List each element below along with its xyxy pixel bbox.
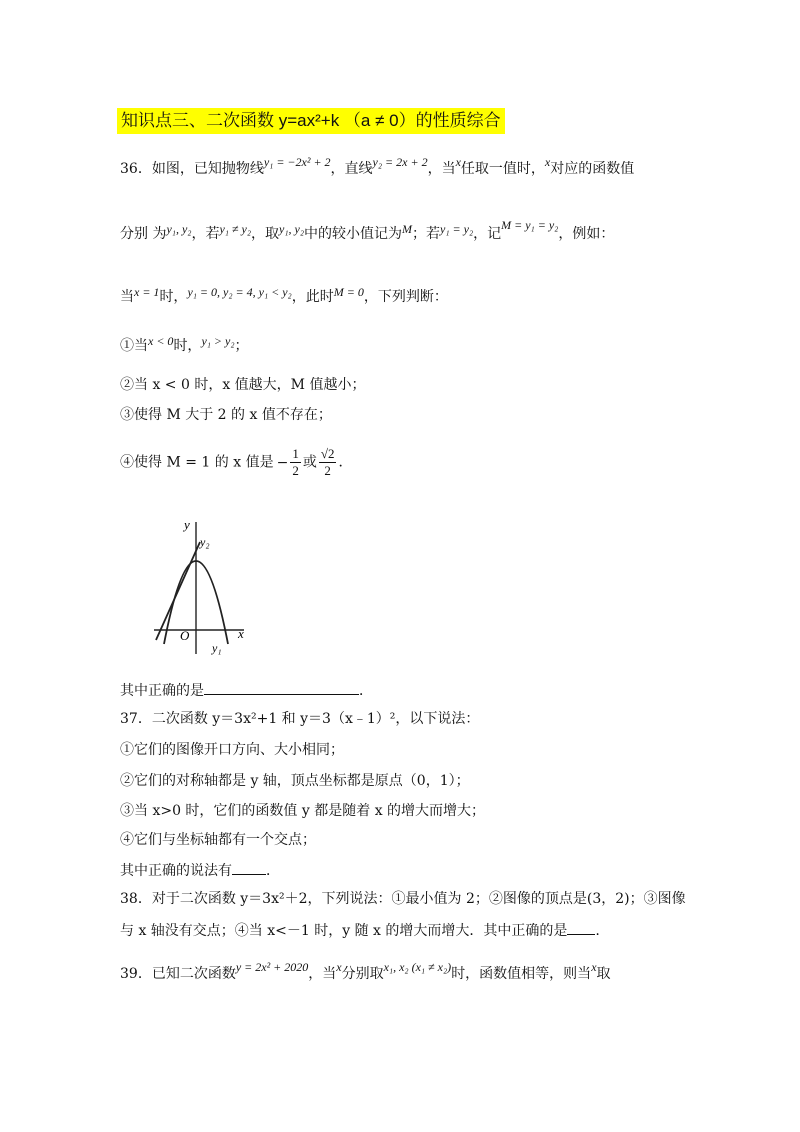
q36-text: ，当 (427, 161, 456, 177)
q37-option-1: ①它们的图像开口方向、大小相同； (120, 742, 344, 758)
q37-answer (120, 860, 280, 880)
q36-text: ，例如： (558, 226, 615, 242)
q38-text: . (595, 923, 600, 939)
q39-text: ，当 (308, 966, 337, 982)
q38-text: 与 x 轴没有交点；④当 x<－1 时，y 随 x 的增大而增大．其中正确的是 (120, 923, 568, 939)
answer-blank[interactable] (567, 920, 595, 935)
q36-eq: y₁ > y₂ (201, 334, 235, 348)
q39-var-x: x (591, 960, 597, 974)
q36-option-1 (120, 334, 249, 355)
q36-text: 任取一值时， (460, 161, 545, 177)
q36-eq: y₁ = y₂ (440, 222, 474, 236)
q36-eq: x = 1 (134, 285, 160, 299)
straight-line (156, 542, 200, 640)
q37-option-3: ③当 x>0 时，它们的函数值 y 都是随着 x 的增大而增大； (120, 803, 486, 819)
q36-text: 对应的函数值 (550, 161, 635, 177)
q36-text: ，直线 (330, 161, 373, 177)
fraction-denominator: 2 (292, 463, 299, 478)
q36-eq: M = 0 (333, 285, 364, 299)
q36-text: 其中正确的是 (120, 683, 204, 699)
q39-eq: y = 2x² + 2020 (235, 960, 309, 974)
fraction-one-half (290, 446, 301, 479)
q36-eq: y₁ ≠ y₂ (219, 222, 252, 236)
q36-text: ，取 (251, 226, 280, 242)
q36-text: 36．如图，已知抛物线 (120, 161, 264, 177)
q36-text: 分别 为 (120, 226, 167, 242)
parabola-line-graph (152, 516, 256, 656)
q36-text: ，若 (191, 226, 220, 242)
graph-label-origin: O (180, 628, 190, 643)
q36-line1 (120, 155, 635, 178)
q36-text: 中的较小值记为 (304, 226, 403, 242)
q36-text: 时， (159, 289, 188, 305)
graph-label-x: x (238, 626, 244, 641)
q36-text: ． (338, 454, 353, 471)
q36-line2 (120, 218, 615, 243)
q36-eq-line: y₂ = 2x + 2 (372, 155, 428, 169)
graph-label-y: y (184, 517, 190, 532)
q36-text: ，此时 (291, 289, 334, 305)
answer-blank[interactable] (204, 680, 359, 695)
section-heading: 知识点三、二次函数 y=ax²+k （a ≠ 0）的性质综合 (117, 108, 505, 134)
graph-label-y1: y₁ (212, 641, 222, 655)
q37-text: ． (266, 863, 280, 879)
q36-text: ④使得 M = 1 的 x 值是 (120, 454, 274, 471)
q39-eq: x₁, x₂ (x₁ ≠ x₂) (383, 960, 452, 974)
q36-text: 当 (120, 289, 134, 305)
fraction-denominator: 2 (324, 463, 331, 478)
q36-text: 时， (173, 338, 202, 354)
q38-line2 (120, 920, 600, 940)
q36-eq-parabola: y₁ = −2x² + 2 (263, 155, 331, 169)
q36-option-3: ③使得 M 大于 2 的 x 值不存在； (120, 407, 332, 423)
q39-line1 (120, 960, 611, 983)
q39-var-x: x (336, 960, 342, 974)
q36-eq: y₁ = 0, y₂ = 4, y₁ < y₂ (187, 285, 292, 299)
q36-var-m: M (402, 222, 413, 236)
q39-text: 39．已知二次函数 (120, 966, 236, 982)
q36-option-4 (120, 446, 352, 479)
q36-line3 (120, 285, 448, 306)
q36-text: 或 (302, 454, 317, 471)
q36-var-x: x (455, 155, 461, 169)
q36-eq: x < 0 (148, 334, 174, 348)
q36-var-x: x (544, 155, 551, 169)
q36-option-2: ②当 x < 0 时，x 值越大，M 值越小； (120, 377, 366, 393)
q39-text: 时，函数值相等，则当 (451, 966, 592, 982)
q36-eq: M = y₁ = y₂ (501, 218, 559, 232)
q37-line1: 37．二次函数 y＝3x²+1 和 y＝3（x﹣1）²，以下说法： (120, 711, 480, 727)
q36-text: ，下列判断： (363, 289, 448, 305)
q36-text: ； (234, 338, 249, 354)
q36-eq: y₁, y₂ (166, 222, 192, 236)
q36-text: ． (359, 683, 373, 699)
q36-text: ，记 (473, 226, 502, 242)
q37-option-4: ④它们与坐标轴都有一个交点； (120, 832, 316, 848)
q39-text: 分别取 (341, 966, 384, 982)
answer-blank[interactable] (232, 860, 266, 875)
fraction-numerator: √2 (320, 446, 335, 461)
q36-answer (120, 680, 373, 700)
fraction-numerator: 1 (292, 446, 299, 461)
q36-eq: y₁, y₂ (279, 222, 305, 236)
graph-label-y2: y₂ (200, 535, 210, 549)
fraction-root2-over-2 (319, 446, 337, 479)
q37-option-2: ②它们的对称轴都是 y 轴，顶点坐标都是原点（0，1）； (120, 773, 470, 789)
q38-line1: 38．对于二次函数 y＝3x²＋2，下列说法：①最小值为 2；②图像的顶点是(3，2)；③图像 (120, 891, 686, 907)
q39-text: 取 (596, 966, 611, 982)
q36-text: ；若 (412, 226, 441, 242)
q36-text: ①当 (120, 338, 148, 354)
q36-sign: − (276, 454, 289, 471)
q37-text: 其中正确的说法有 (120, 863, 232, 879)
